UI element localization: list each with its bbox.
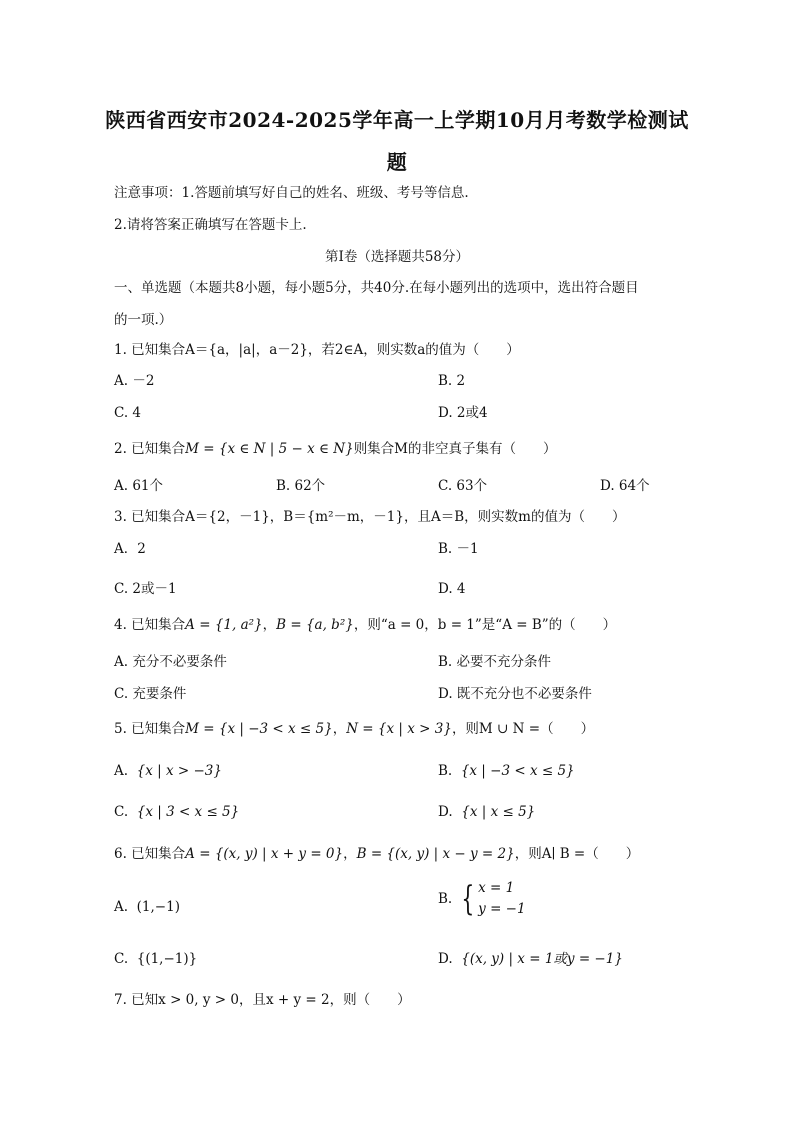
q2-stem-math: M = {x ∈ N | 5 − x ∈ N} xyxy=(185,441,354,457)
q5-stem-prefix: 5. 已知集合 xyxy=(114,721,186,737)
q3-option-d[interactable]: D. 4 xyxy=(438,581,466,597)
q6-option-b-eq1: x = 1 xyxy=(478,880,515,896)
question-6-stem xyxy=(114,845,639,863)
q5-option-c-math: {x | 3 < x ≤ 5} xyxy=(136,804,240,820)
q3-option-a[interactable]: A．2 xyxy=(114,541,146,557)
q3-option-b[interactable]: B. －1 xyxy=(438,541,479,557)
q4-stem-math2: B = {a, b²} xyxy=(276,617,354,633)
q4-option-a[interactable]: A. 充分不必要条件 xyxy=(114,654,227,670)
q4-stem-suffix: ，则“a = 0，b = 1”是“A = B”的（ ） xyxy=(353,617,617,633)
q4-stem-sep: ， xyxy=(262,617,277,633)
question-7-stem: 7. 已知x > 0, y > 0，且x + y = 2，则（ ） xyxy=(114,992,411,1008)
q6-option-c[interactable] xyxy=(114,950,197,968)
q5-option-b-math: {x | −3 < x ≤ 5} xyxy=(460,763,575,779)
q1-option-a[interactable]: A. －2 xyxy=(114,373,155,389)
note-1: 注意事项：1.答题前填写好自己的姓名、班级、考号等信息. xyxy=(114,185,469,201)
q5-option-a[interactable] xyxy=(114,762,222,780)
q5-option-c[interactable] xyxy=(114,803,239,821)
q6-option-d[interactable] xyxy=(438,950,623,968)
q6-option-b-label: B. xyxy=(438,891,453,907)
exam-title-line1: 陕西省西安市2024-2025学年高一上学期10月月考数学检测试 xyxy=(105,108,689,132)
q5-stem-suffix: ，则M ∪ N =（ ） xyxy=(451,721,595,737)
q5-option-c-label: C. xyxy=(114,804,129,820)
question-5-stem xyxy=(114,720,594,738)
q2-stem-suffix: 则集合M的非空真子集有（ ） xyxy=(353,441,557,457)
q5-option-a-math: {x | x > −3} xyxy=(136,763,222,779)
q2-option-c[interactable]: C. 63个 xyxy=(438,478,488,494)
q6-option-a-math: (1,−1) xyxy=(136,899,180,915)
q4-stem-math1: A = {1, a²} xyxy=(185,617,263,633)
part1-instructions-line1: 一、单选题（本题共8小题，每小题5分，共40分.在每小题列出的选项中，选出符合题目 xyxy=(114,280,639,296)
q6-option-a[interactable] xyxy=(114,898,180,916)
question-3-stem: 3. 已知集合A＝{2，－1}，B＝{m²－m，－1}，且A＝B，则实数m的值为（ ） xyxy=(114,509,626,525)
q6-stem-math1: A = {(x, y) | x + y = 0} xyxy=(185,846,344,862)
q1-option-b[interactable]: B. 2 xyxy=(438,373,466,389)
q2-option-a[interactable]: A. 61个 xyxy=(114,478,164,494)
question-1-stem: 1. 已知集合A＝{a，|a|，a－2}，若2∈A，则实数a的值为（ ） xyxy=(114,342,520,358)
q2-option-b[interactable]: B. 62个 xyxy=(276,478,326,494)
q2-stem-prefix: 2. 已知集合 xyxy=(114,441,186,457)
q6-option-d-label: D. xyxy=(438,951,453,967)
q5-option-d-label: D. xyxy=(438,804,453,820)
volume-heading: 第I卷（选择题共58分） xyxy=(324,249,469,265)
q3-option-c[interactable]: C. 2或－1 xyxy=(114,581,177,597)
q6-option-c-label: C. xyxy=(114,951,129,967)
q1-option-c[interactable]: C. 4 xyxy=(114,405,142,421)
q6-stem-suffix: ，则A∣ B =（ ） xyxy=(514,846,640,862)
note-2: 2.请将答案正确填写在答题卡上. xyxy=(114,217,307,233)
q1-option-d[interactable]: D. 2或4 xyxy=(438,405,488,421)
q6-option-d-math: {(x, y) | x = 1或y = −1} xyxy=(461,951,623,967)
q5-option-d[interactable] xyxy=(438,803,535,821)
q6-option-c-math: {(1,−1)} xyxy=(136,951,198,967)
part1-instructions-line2: 的一项.） xyxy=(114,312,173,328)
question-2-stem xyxy=(114,440,557,458)
q6-option-b-eq2: y = −1 xyxy=(478,901,526,917)
q6-option-b-system xyxy=(478,878,525,920)
q5-option-b[interactable] xyxy=(438,762,575,780)
q5-option-a-label: A. xyxy=(114,763,129,779)
q4-option-c[interactable]: C. 充要条件 xyxy=(114,686,187,702)
q5-option-b-label: B. xyxy=(438,763,453,779)
q5-option-d-math: {x | x ≤ 5} xyxy=(461,804,536,820)
q4-option-b[interactable]: B. 必要不充分条件 xyxy=(438,654,552,670)
left-brace-icon: { xyxy=(460,879,474,919)
q6-stem-math2: B = {(x, y) | x − y = 2} xyxy=(356,846,515,862)
q6-stem-sep: ， xyxy=(343,846,357,862)
exam-title-line2: 题 xyxy=(386,150,408,174)
q5-stem-sep: ， xyxy=(332,721,347,737)
q4-stem-prefix: 4. 已知集合 xyxy=(114,617,186,633)
q5-stem-math1: M = {x | −3 < x ≤ 5} xyxy=(185,721,333,737)
q6-stem-prefix: 6. 已知集合 xyxy=(114,846,186,862)
question-4-stem xyxy=(114,616,616,634)
q2-option-d[interactable]: D. 64个 xyxy=(600,478,650,494)
q4-option-d[interactable]: D. 既不充分也不必要条件 xyxy=(438,686,592,702)
q5-stem-math2: N = {x | x > 3} xyxy=(346,721,452,737)
q6-option-b[interactable] xyxy=(438,878,526,920)
q6-option-a-label: A. xyxy=(114,899,129,915)
